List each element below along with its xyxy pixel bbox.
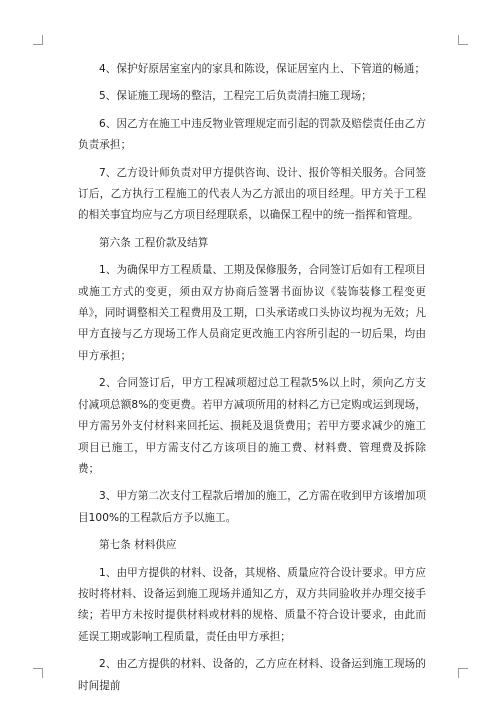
section-heading-article-7: 第七条 材料供应	[99, 539, 177, 552]
crop-mark-bottom-right	[458, 668, 468, 678]
crop-mark-top-right	[458, 35, 468, 45]
document-body	[78, 59, 426, 697]
paragraph-item-7: 7、乙方设计师负责对甲方提供咨询、设计、报价等相关服务。合同签订后，乙方执行工程施工的代表人为乙方派出的项目经理。甲方关于工程的相关事宜均应与乙方项目经理联系，以确保工程中的统一指挥和管理。	[78, 166, 426, 222]
paragraph-item-6: 6、因乙方在施工中违反物业管理规定而引起的罚款及赔偿责任由乙方负责承担；	[78, 117, 426, 152]
article-6-clause-2: 2、合同签订后，甲方工程减项超过总工程款5%以上时，须向乙方支付减项总额8%的变更费。若甲方减项所用的材料乙方已定购或运到现场，甲方需另外支付材料来回托运、损耗及退货费用；若甲方要求减少的施工项目已施工，甲方需支付乙方该项目的施工费、材料费、管理费及拆除费；	[78, 377, 426, 475]
paragraph-item-5: 5、保证施工现场的整洁，工程完工后负责清扫施工现场；	[99, 90, 372, 103]
paragraph-item-4: 4、保护好原居室室内的家具和陈设，保证居室内上、下管道的畅通；	[99, 63, 426, 75]
crop-mark-top-left	[33, 35, 43, 45]
article-7-clause-2: 2、由乙方提供的材料、设备的，乙方应在材料、设备运到施工现场的时间提前	[78, 658, 426, 692]
crop-mark-bottom-left	[33, 668, 43, 678]
article-7-clause-1: 1、由甲方提供的材料、设备，其规格、质量应符合设计要求。甲方应按时将材料、设备运到施工现场并通知乙方，双方共同验收并办理交接手续；若甲方未按时提供材料或材料的规格、质量不符合设计要求，由此而延误工期或影响工程质量，责任由甲方承担；	[78, 566, 426, 643]
article-6-clause-3: 3、甲方第二次支付工程款后增加的施工，乙方需在收到甲方该增加项目100%的工程款后方予以施工。	[78, 490, 426, 524]
article-6-clause-1: 1、为确保甲方工程质量、工期及保修服务，合同签订后如有工程项目或施工方式的变更，须由双方协商后签署书面协议《装饰装修工程变更单》，同时调整相关工程费用及工期，口头承诺或口头协议均视为无效；凡甲方直接与乙方现场工作人员商定更改施工内容所引起的一切后果，均由甲方承担；	[78, 264, 426, 362]
section-heading-article-6: 第六条 工程价款及结算	[99, 236, 209, 249]
